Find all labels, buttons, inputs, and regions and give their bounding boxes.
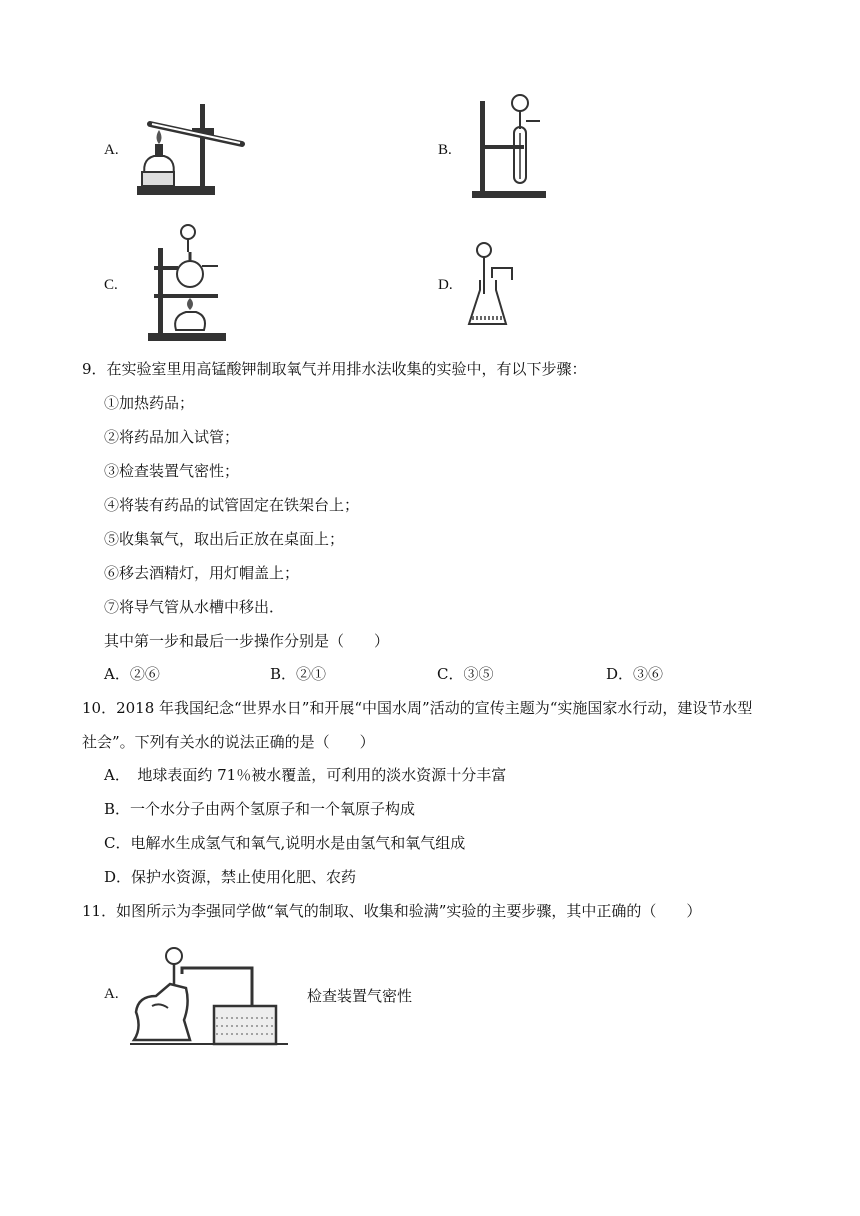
q9-stem: 9．在实验室里用高锰酸钾制取氧气并用排水法收集的实验中，有以下步骤： <box>82 360 587 378</box>
q9-option-c[interactable]: C．③⑤ <box>437 665 494 683</box>
q9-step-7: ⑦将导气管从水槽中移出． <box>104 598 285 616</box>
q9-option-a[interactable]: A．②⑥ <box>104 665 160 683</box>
apparatus-conical-flask-icon <box>466 240 516 330</box>
q9-question: 其中第一步和最后一步操作分别是（ ） <box>104 632 390 650</box>
apparatus-two-flask-icon <box>146 222 228 344</box>
apparatus-heating-tube-icon <box>134 100 246 200</box>
q10-option-d[interactable]: D．保护水资源，禁止使用化肥、农药 <box>104 868 357 886</box>
q9-option-d[interactable]: D．③⑥ <box>606 665 664 683</box>
q9-step-3: ③检查装置气密性； <box>104 462 240 480</box>
q9-step-6: ⑥移去酒精灯，用灯帽盖上； <box>104 564 300 582</box>
apparatus-airtightness-check-icon <box>128 944 292 1048</box>
q9-step-5: ⑤收集氧气，取出后正放在桌面上； <box>104 530 345 548</box>
q10-stem-line2: 社会”。下列有关水的说法正确的是（ ） <box>82 733 375 751</box>
q11-stem: 11．如图所示为李强同学做“氧气的制取、收集和验满”实验的主要步骤，其中正确的（ ） <box>82 902 702 920</box>
q10-option-b[interactable]: B．一个水分子由两个氢原子和一个氧原子构成 <box>104 800 416 818</box>
q9-option-b[interactable]: B．②① <box>270 665 327 683</box>
q8-option-c-label[interactable]: C. <box>104 277 118 293</box>
q11-option-a-label[interactable]: A. <box>104 986 119 1002</box>
q10-stem-line1: 10．2018 年我国纪念“世界水日”和开展“中国水周”活动的宣传主题为“实施国家水行动，建设节水型 <box>82 699 753 717</box>
q9-step-2: ②将药品加入试管； <box>104 428 240 446</box>
apparatus-funnel-tube-icon <box>470 93 550 201</box>
q8-option-b-label[interactable]: B. <box>438 142 452 158</box>
q8-option-d-label[interactable]: D. <box>438 277 453 293</box>
q10-option-c[interactable]: C．电解水生成氢气和氧气,说明水是由氢气和氧气组成 <box>104 834 466 852</box>
q9-step-4: ④将装有药品的试管固定在铁架台上； <box>104 496 360 514</box>
q8-option-a-label[interactable]: A. <box>104 142 119 158</box>
q9-step-1: ①加热药品； <box>104 394 195 412</box>
q10-option-a[interactable]: A． 地球表面约 71％被水覆盖，可利用的淡水资源十分丰富 <box>104 766 507 784</box>
q11-option-a-caption: 检查装置气密性 <box>307 987 413 1005</box>
